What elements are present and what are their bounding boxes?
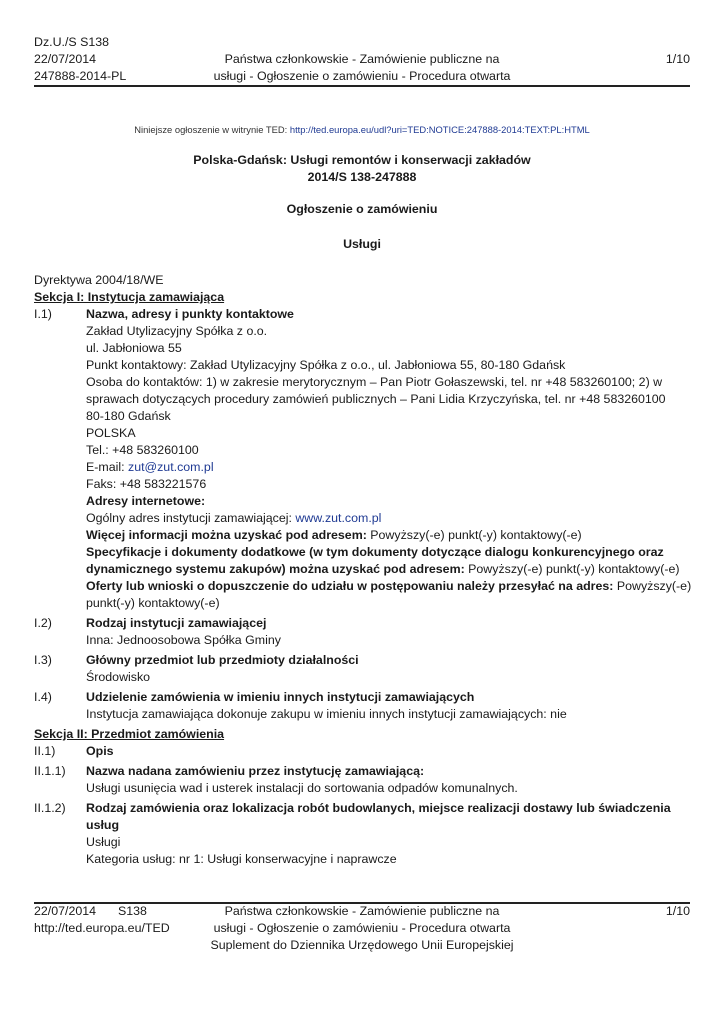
i1-email-link[interactable]: zut@zut.com.pl <box>128 460 214 474</box>
section-i3 <box>34 652 690 686</box>
directive: Dyrektywa 2004/18/WE <box>34 273 164 287</box>
i1-title: Nazwa, adresy i punkty kontaktowe <box>86 307 294 321</box>
i2-value: Inna: Jednoosobowa Spółka Gminy <box>86 633 281 647</box>
i4-title: Udzielenie zamówienia w imieniu innych instytucji zamawiających <box>86 690 475 704</box>
i1-tel: Tel.: +48 583260100 <box>86 443 199 457</box>
ii12-number: II.1.2) <box>34 801 66 815</box>
i3-number: I.3) <box>34 653 52 667</box>
i1-more-info-value: Powyższy(-e) punkt(-y) kontaktowy(-e) <box>370 528 582 542</box>
ii11-title: Nazwa nadana zamówieniu przez instytucję zamawiającą: <box>86 764 425 778</box>
ii1-title: Opis <box>86 744 114 758</box>
section-ii1 <box>34 743 690 760</box>
notice-title-line2: 2014/S 138-247888 <box>307 170 417 184</box>
i1-more-info-row <box>86 527 690 544</box>
ii11-value: Usługi usunięcia wad i usterek instalacji do sortowania odpadów komunalnych. <box>86 781 518 795</box>
i1-general-address-row <box>86 510 690 527</box>
i1-contact-person-2: sprawach dotyczących procedury zamówień publicznych – Pani Lidia Krzyczyńska, tel. nr +48 583260100 <box>86 392 666 406</box>
notice-content <box>34 272 690 871</box>
i1-org: Zakład Utylizacyjny Spółka z o.o. <box>86 324 268 338</box>
i1-fax: Faks: +48 583221576 <box>86 477 207 491</box>
i1-general-address-label: Ogólny adres instytucji zamawiającej: <box>86 511 296 525</box>
header-doc-id: 247888-2014-PL <box>34 69 127 83</box>
ted-notice-link[interactable]: http://ted.europa.eu/udl?uri=TED:NOTICE:247888-2014:TEXT:PL:HTML <box>289 124 590 135</box>
footer-date: 22/07/2014 <box>34 904 97 918</box>
i1-contact-point: Punkt kontaktowy: Zakład Utylizacyjny Spółka z o.o., ul. Jabłoniowa 55, 80-180 Gdańsk <box>86 358 566 372</box>
i1-internet-label: Adresy internetowe: <box>86 494 206 508</box>
footer-center-line1: Państwa członkowskie - Zamówienie publiczne na <box>224 904 500 918</box>
ii12-title-1: Rodzaj zamówienia oraz lokalizacja robót budowlanych, miejsce realizacji dostawy lub świadczenia <box>86 801 671 815</box>
i1-country: POLSKA <box>86 426 136 440</box>
i1-contact-person-1: Osoba do kontaktów: 1) w zakresie merytorycznym – Pan Piotr Gołaszewski, tel. nr +48 583260100; 2) w <box>86 375 663 389</box>
ted-notice-text: Niniejsze ogłoszenie w witrynie TED: <box>134 124 288 135</box>
section-i2 <box>34 615 690 649</box>
service-type: Usługi <box>343 237 381 251</box>
i3-title: Główny przedmiot lub przedmioty działalności <box>86 653 359 667</box>
ii1-number: II.1) <box>34 744 56 758</box>
section-ii12 <box>34 800 690 868</box>
notice-title <box>0 152 724 186</box>
i1-spec-label-1: Specyfikacje i dokumenty dodatkowe (w tym dokumenty dotyczące dialogu konkurencyjnego oraz <box>86 545 664 559</box>
i1-spec-label-2: dynamicznego systemu zakupów) można uzyskać pod adresem: <box>86 562 469 576</box>
header-ref: Dz.U./S S138 <box>34 35 110 49</box>
section1-heading: Sekcja I: Instytucja zamawiająca <box>34 290 225 304</box>
i1-more-info-label: Więcej informacji można uzyskać pod adresem: <box>86 528 371 542</box>
i1-city: 80-180 Gdańsk <box>86 409 171 423</box>
i2-number: I.2) <box>34 616 52 630</box>
ted-notice <box>0 121 724 138</box>
i1-number: I.1) <box>34 307 52 321</box>
footer-page-number: 1/10 <box>665 904 690 918</box>
i4-value: Instytucja zamawiająca dokonuje zakupu w imieniu innych instytucji zamawiających: nie <box>86 707 567 721</box>
i1-email-label: E-mail: <box>86 460 128 474</box>
i2-title: Rodzaj instytucji zamawiającej <box>86 616 267 630</box>
i1-spec-row <box>86 561 690 578</box>
ii12-title-2: usług <box>86 818 120 832</box>
section-ii11 <box>34 763 690 797</box>
header-rule <box>34 85 690 87</box>
footer-center <box>34 903 690 954</box>
i1-email-row <box>86 459 690 476</box>
i1-general-address-link[interactable]: www.zut.com.pl <box>295 511 382 525</box>
section-i1 <box>34 306 690 612</box>
page-header <box>34 34 690 88</box>
i1-offers-label: Oferty lub wnioski o dopuszczenie do udziału w postępowaniu należy przesyłać na adres: <box>86 579 617 593</box>
header-date: 22/07/2014 <box>34 52 97 66</box>
section2-heading: Sekcja II: Przedmiot zamówienia <box>34 727 225 741</box>
ii11-number: II.1.1) <box>34 764 66 778</box>
section-i4 <box>34 689 690 723</box>
footer-url[interactable]: http://ted.europa.eu/TED <box>34 921 170 935</box>
i1-offers-value-2: punkt(-y) kontaktowy(-e) <box>86 596 220 610</box>
document-type: Ogłoszenie o zamówieniu <box>286 202 438 216</box>
ii12-value-2: Kategoria usług: nr 1: Usługi konserwacyjne i naprawcze <box>86 852 397 866</box>
i1-offers-row <box>86 578 690 595</box>
footer-center-line2: usługi - Ogłoszenie o zamówieniu - Procedura otwarta <box>213 921 511 935</box>
i1-offers-value-1: Powyższy(-e) <box>616 579 692 593</box>
i1-street: ul. Jabłoniowa 55 <box>86 341 182 355</box>
notice-title-line1: Polska-Gdańsk: Usługi remontów i konserwacji zakładów <box>193 153 531 167</box>
i1-spec-value: Powyższy(-e) punkt(-y) kontaktowy(-e) <box>468 562 680 576</box>
i4-number: I.4) <box>34 690 52 704</box>
footer-series: S138 <box>118 904 147 918</box>
header-center-line2: usługi - Ogłoszenie o zamówieniu - Procedura otwarta <box>213 69 511 83</box>
header-center-line1: Państwa członkowskie - Zamówienie publiczne na <box>224 52 500 66</box>
footer-center-line3: Suplement do Dziennika Urzędowego Unii Europejskiej <box>210 938 514 952</box>
i3-value: Środowisko <box>86 670 151 684</box>
page-footer <box>34 902 690 958</box>
header-page-number: 1/10 <box>665 52 690 66</box>
ii12-value-1: Usługi <box>86 835 121 849</box>
header-center <box>34 51 690 85</box>
